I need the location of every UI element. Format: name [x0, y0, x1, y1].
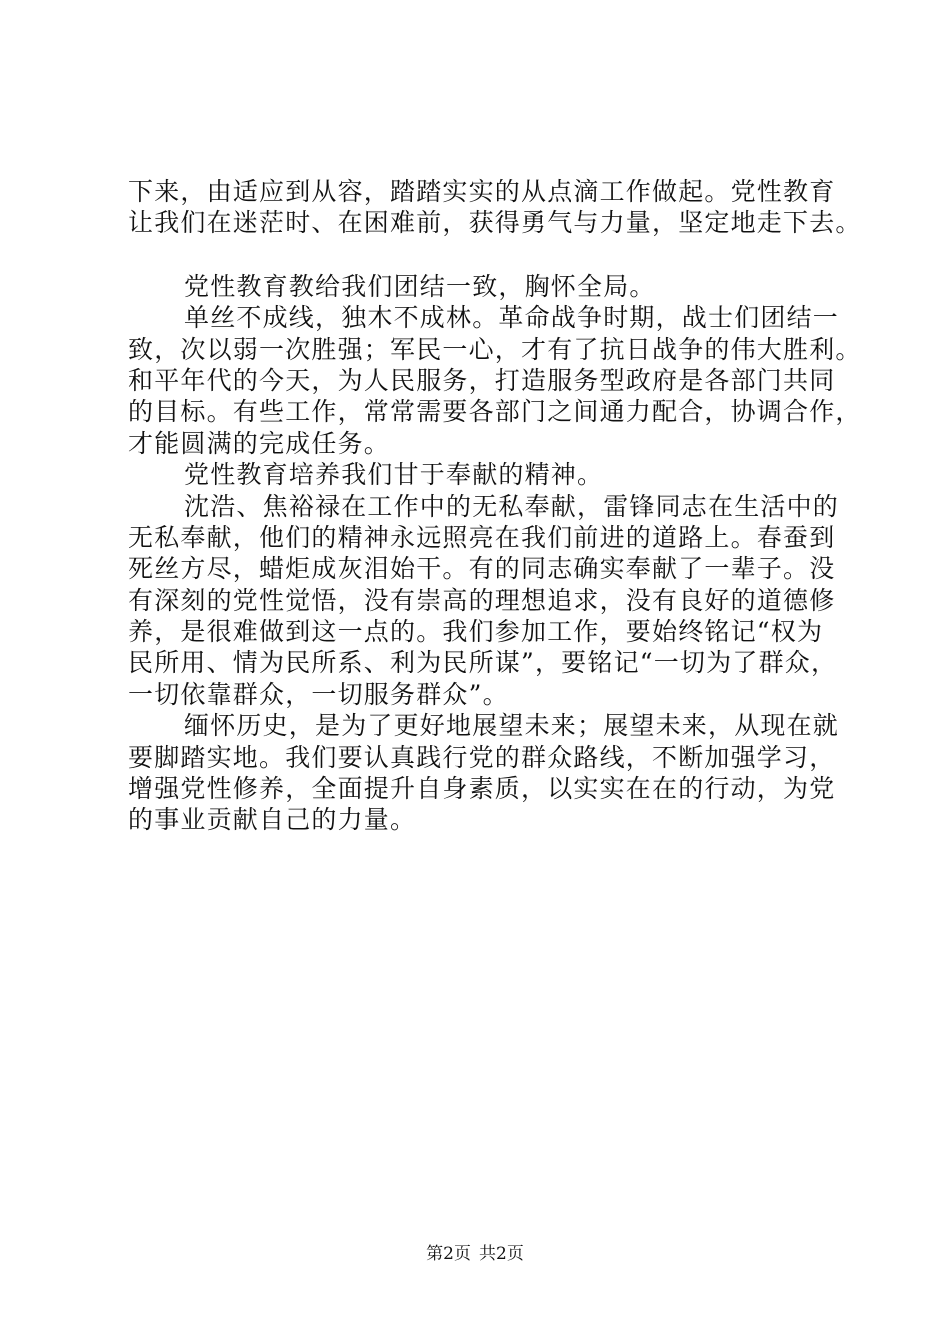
text-line: 养，是很难做到这一点的。我们参加工作，要始终铭记“权为: [128, 617, 824, 647]
page-total: 共2页: [479, 1244, 524, 1264]
text-line: 要脚踏实地。我们要认真践行党的群众路线，不断加强学习，: [128, 742, 836, 772]
text-line: 民所用、情为民所系、利为民所谋”，要铭记“一切为了群众，: [128, 648, 838, 678]
text-line: 单丝不成线，独木不成林。革命战争时期，战士们团结一: [184, 303, 840, 333]
text-line: 沈浩、焦裕禄在工作中的无私奉献，雷锋同志在生活中的: [184, 491, 840, 521]
section-heading: 党性教育培养我们甘于奉献的精神。: [184, 460, 604, 490]
text-line: 下来，由适应到从容，踏踏实实的从点滴工作做起。党性教育: [128, 177, 836, 206]
paragraph-gap: [128, 239, 856, 271]
text-line: 让我们在迷茫时、在困难前，获得勇气与力量，坚定地走下去。: [128, 208, 862, 238]
text-line: 和平年代的今天，为人民服务，打造服务型政府是各部门共同: [128, 365, 836, 395]
text-line: 致，次以弱一次胜强；军民一心，才有了抗日战争的伟大胜利。: [128, 334, 862, 364]
text-line: 增强党性修养，全面提升自身素质，以实实在在的行动，为党: [128, 774, 836, 804]
text-line: 的事业贡献自己的力量。: [128, 805, 417, 835]
text-line: 才能圆满的完成任务。: [128, 428, 391, 458]
text-line: 缅怀历史，是为了更好地展望未来；展望未来，从现在就: [184, 711, 840, 741]
text-line: 一切依靠群众，一切服务群众”。: [128, 679, 509, 709]
text-line: 的目标。有些工作，常常需要各部门之间通力配合，协调合作，: [128, 397, 862, 427]
page-number: 第2页: [426, 1244, 471, 1264]
page-footer: [0, 1243, 950, 1265]
text-line: 无私奉献，他们的精神永远照亮在我们前进的道路上。春蚕到: [128, 522, 836, 552]
section-heading: 党性教育教给我们团结一致，胸怀全局。: [184, 271, 656, 301]
text-line: 有深刻的党性觉悟，没有崇高的理想追求，没有良好的道德修: [128, 585, 836, 615]
document-body: [128, 176, 862, 836]
text-line: 死丝方尽，蜡炬成灰泪始干。有的同志确实奉献了一辈子。没: [128, 554, 836, 584]
